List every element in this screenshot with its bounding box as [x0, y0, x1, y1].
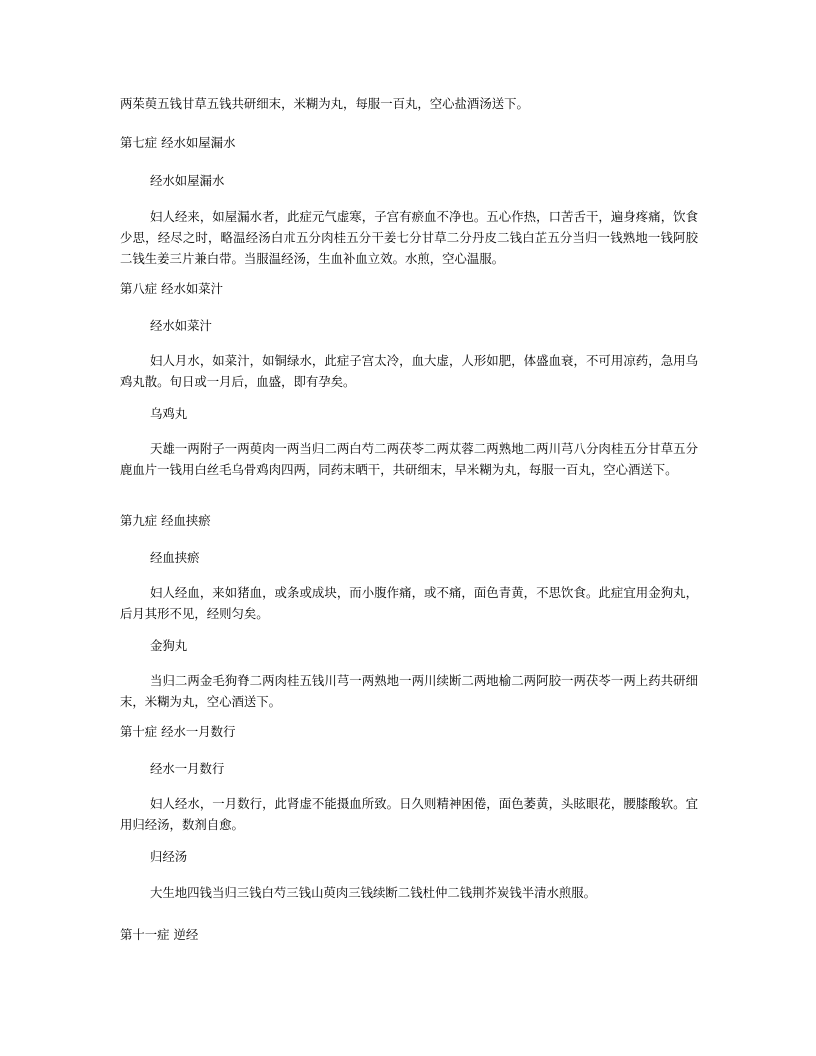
paragraph-8b: 天雄一两附子一两萸肉一两当归二两白芍二两茯苓二两苁蓉二两熟地二两川芎八分肉桂五分甘草五分鹿血片一钱用白丝毛乌骨鸡肉四两，同药末晒干，共研细末，早米糊为丸，每服一百丸，空心酒送下。 [120, 441, 698, 477]
subheading-9b: 金狗丸 [150, 638, 188, 653]
subheading-10: 经水一月数行 [150, 761, 225, 776]
paragraph-9: 妇人经血，来如猪血，或条或成块，而小腹作痛，或不痛，面色青黄，不思饮食。此症宜用金狗丸，后月其形不见，经则匀矣。 [120, 585, 698, 621]
subheading-7: 经水如屋漏水 [150, 173, 225, 188]
paragraph-10: 妇人经水，一月数行，此肾虚不能摄血所致。日久则精神困倦，面色萎黄，头眩眼花，腰膝酸软。宜用归经汤，数剂自愈。 [120, 796, 698, 832]
section-heading-11: 第十一症 逆经 [120, 927, 199, 942]
section-heading-8: 第八症 经水如菜汁 [120, 281, 224, 296]
paragraph-prescription-end: 两茱萸五钱甘草五钱共研细末，米糊为丸，每服一百丸，空心盐酒汤送下。 [120, 96, 529, 111]
paragraph-8: 妇人月水，如菜汁，如铜绿水，此症子宫太冷，血大虚，人形如肥，体盛血衰，不可用凉药，急用乌鸡丸散。旬日或一月后，血盛，即有孕矣。 [120, 353, 698, 389]
subheading-9: 经血挟瘀 [150, 550, 200, 565]
section-heading-7: 第七症 经水如屋漏水 [120, 135, 236, 150]
paragraph-7: 妇人经来，如屋漏水者，此症元气虚寒，子宫有瘀血不净也。五心作热，口苦舌干，遍身疼痛，饮食少思，经尽之时，略温经汤白朮五分肉桂五分干姜七分甘草二分丹皮二钱白芷五分当归一钱熟地一钱阿胶二钱生姜三片兼白带。当服温经汤，生血补血立效。水煎，空心温服。 [120, 209, 698, 266]
section-heading-9: 第九症 经血挟瘀 [120, 513, 211, 528]
subheading-8b: 乌鸡丸 [150, 406, 188, 421]
subheading-8: 经水如菜汁 [150, 318, 212, 333]
section-heading-10: 第十症 经水一月数行 [120, 724, 236, 739]
paragraph-10b: 大生地四钱当归三钱白芍三钱山萸肉三钱续断二钱杜仲二钱荆芥炭钱半清水煎服。 [150, 885, 597, 900]
subheading-10b: 归经汤 [150, 849, 188, 864]
paragraph-9b: 当归二两金毛狗脊二两肉桂五钱川芎一两熟地一两川续断二两地榆二两阿胶一两茯苓一两上药共研细末，米糊为丸，空心酒送下。 [120, 673, 698, 709]
